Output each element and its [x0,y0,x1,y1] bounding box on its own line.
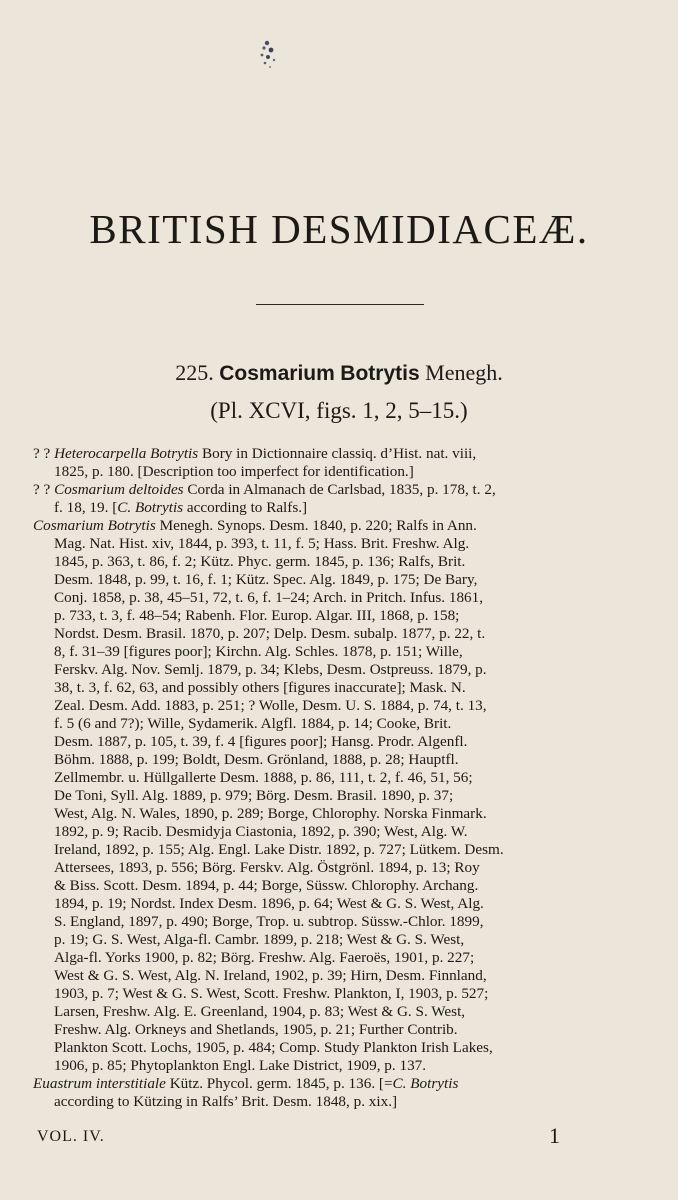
volume-label: VOL. IV. [37,1128,105,1145]
synonym-entry-line: Conj. 1858, p. 38, 45–51, 72, t. 6, f. 1–24; Arch. in Pritch. Infus. 1861, [54,589,484,606]
synonym-entry-line: Desm. 1848, p. 99, t. 16, f. 1; Kütz. Spec. Alg. 1849, p. 175; De Bary, [54,571,478,588]
synonym-name: Cosmarium deltoides [54,481,184,498]
synonym-entry-line: Cosmarium Botrytis Menegh. Synops. Desm. 1840, p. 220; Ralfs in Ann. [33,517,477,534]
synonym-entry-line: 1903, p. 7; West & G. S. West, Scott. Freshw. Plankton, I, 1903, p. 527; [54,985,489,1002]
species-number: 225. [175,360,214,385]
synonym-entry-line: & Biss. Scott. Desm. 1894, p. 44; Borge, Süssw. Chlorophy. Archang. [54,877,479,894]
synonym-entry-line: Larsen, Freshw. Alg. E. Greenland, 1904, p. 83; West & G. S. West, [54,1003,466,1020]
page-number: 1 [549,1123,560,1148]
page-title: BRITISH DESMIDIACEÆ. [89,206,589,252]
synonym-entry-line: 8, f. 31–39 [figures poor]; Kirchn. Alg. Schles. 1878, p. 151; Wille, [54,643,463,660]
synonym-entry-line: Attersees, 1893, p. 556; Börg. Ferskv. Alg. Östgrönl. 1894, p. 13; Roy [54,859,480,876]
synonym-entry-line: 38, t. 3, f. 62, 63, and possibly others [figures inaccurate]; Mask. N. [54,679,466,696]
synonym-entry-line: S. England, 1897, p. 490; Borge, Trop. u. subtrop. Süssw.-Chlor. 1899, [54,913,484,930]
synonym-entry-line: ? ? Heterocarpella Botrytis Bory in Dictionnaire classiq. d’Hist. nat. viii, [33,445,477,462]
synonym-name: Cosmarium Botrytis [33,517,156,534]
synonym-entry-line: Zellmembr. u. Hüllgallerte Desm. 1888, p. 86, 111, t. 2, f. 46, 51, 56; [54,769,473,786]
synonym-entry-line: Mag. Nat. Hist. xiv, 1844, p. 393, t. 11, f. 5; Hass. Brit. Freshw. Alg. [54,535,470,552]
synonym-entry-line: Freshw. Alg. Orkneys and Shetlands, 1905, p. 21; Further Contrib. [54,1021,458,1038]
synonym-entry-line: f. 5 (6 and 7?); Wille, Sydamerik. Algfl. 1884, p. 14; Cooke, Brit. [54,715,452,732]
synonym-entry-line: f. 18, 19. [C. Botrytis according to Ralfs.] [54,499,308,516]
synonym-entry-line: 1892, p. 9; Racib. Desmidyja Ciastonia, 1892, p. 390; West, Alg. W. [54,823,468,840]
synonym-entry-line: De Toni, Syll. Alg. 1889, p. 979; Börg. Desm. Brasil. 1890, p. 37; [54,787,454,804]
synonym-entry-line: 1894, p. 19; Nordst. Index Desm. 1896, p. 64; West & G. S. West, Alg. [54,895,484,912]
synonym-entry-line: Böhm. 1888, p. 199; Boldt, Desm. Grönland, 1888, p. 28; Hauptfl. [54,751,459,768]
synonym-entry-line: Zeal. Desm. Add. 1883, p. 251; ? Wolle, Desm. U. S. 1884, p. 74, t. 13, [54,697,487,714]
synonym-entry-line: according to Kützing in Ralfs’ Brit. Desm. 1848, p. xix.] [54,1093,398,1110]
synonym-entry-line: p. 19; G. S. West, Alga-fl. Cambr. 1899, p. 218; West & G. S. West, [54,931,465,948]
plate-reference: (Pl. XCVI, figs. 1, 2, 5–15.) [210,398,468,423]
synonym-entry-line: West & G. S. West, Alg. N. Ireland, 1902, p. 39; Hirn, Desm. Finnland, [54,967,487,984]
synonym-name: Euastrum interstitiale [33,1075,166,1092]
species-genus: Cosmarium [219,362,335,385]
synonym-entry-line: West, Alg. N. Wales, 1890, p. 289; Borge, Chlorophy. Norska Finmark. [54,805,487,822]
synonym-entry-line: 1845, p. 363, t. 86, f. 2; Kütz. Phyc. germ. 1845, p. 136; Ralfs, Brit. [54,553,466,570]
synonym-entry-line: Ferskv. Alg. Nov. Semlj. 1879, p. 34; Klebs, Desm. Ostpreuss. 1879, p. [54,661,487,678]
synonym-entry-line: Alga-fl. Yorks 1900, p. 82; Börg. Freshw. Alg. Faeroës, 1901, p. 227; [54,949,475,966]
synonym-entry-line: Nordst. Desm. Brasil. 1870, p. 207; Delp. Desm. subalp. 1877, p. 22, t. [54,625,486,642]
synonym-entry-line: p. 733, t. 3, f. 48–54; Rabenh. Flor. Europ. Algar. III, 1868, p. 158; [54,607,460,624]
synonym-entry-line: Plankton Scott. Lochs, 1905, p. 484; Comp. Study Plankton Irish Lakes, [54,1039,493,1056]
title-divider [256,304,424,305]
synonym-entry-line: Ireland, 1892, p. 155; Alg. Engl. Lake Distr. 1892, p. 727; Lütkem. Desm. [54,841,504,858]
synonym-entry-line: 1825, p. 180. [Description too imperfect for identification.] [54,463,414,480]
species-epithet: Botrytis [340,362,420,385]
species-author: Menegh. [425,360,503,385]
species-heading [0,360,678,386]
synonym-entry-line: Desm. 1887, p. 105, t. 39, f. 4 [figures poor]; Hansg. Prodr. Algenfl. [54,733,468,750]
synonym-name: Heterocarpella Botrytis [54,445,199,462]
synonym-entry-line: ? ? Cosmarium deltoides Corda in Almanach de Carlsbad, 1835, p. 178, t. 2, [33,481,496,498]
synonym-entry-line: 1906, p. 85; Phytoplankton Engl. Lake District, 1909, p. 137. [54,1057,427,1074]
synonym-entry-line: Euastrum interstitiale Kütz. Phycol. germ. 1845, p. 136. [=C. Botrytis [33,1075,459,1092]
ink-smudge-icon [250,38,284,74]
